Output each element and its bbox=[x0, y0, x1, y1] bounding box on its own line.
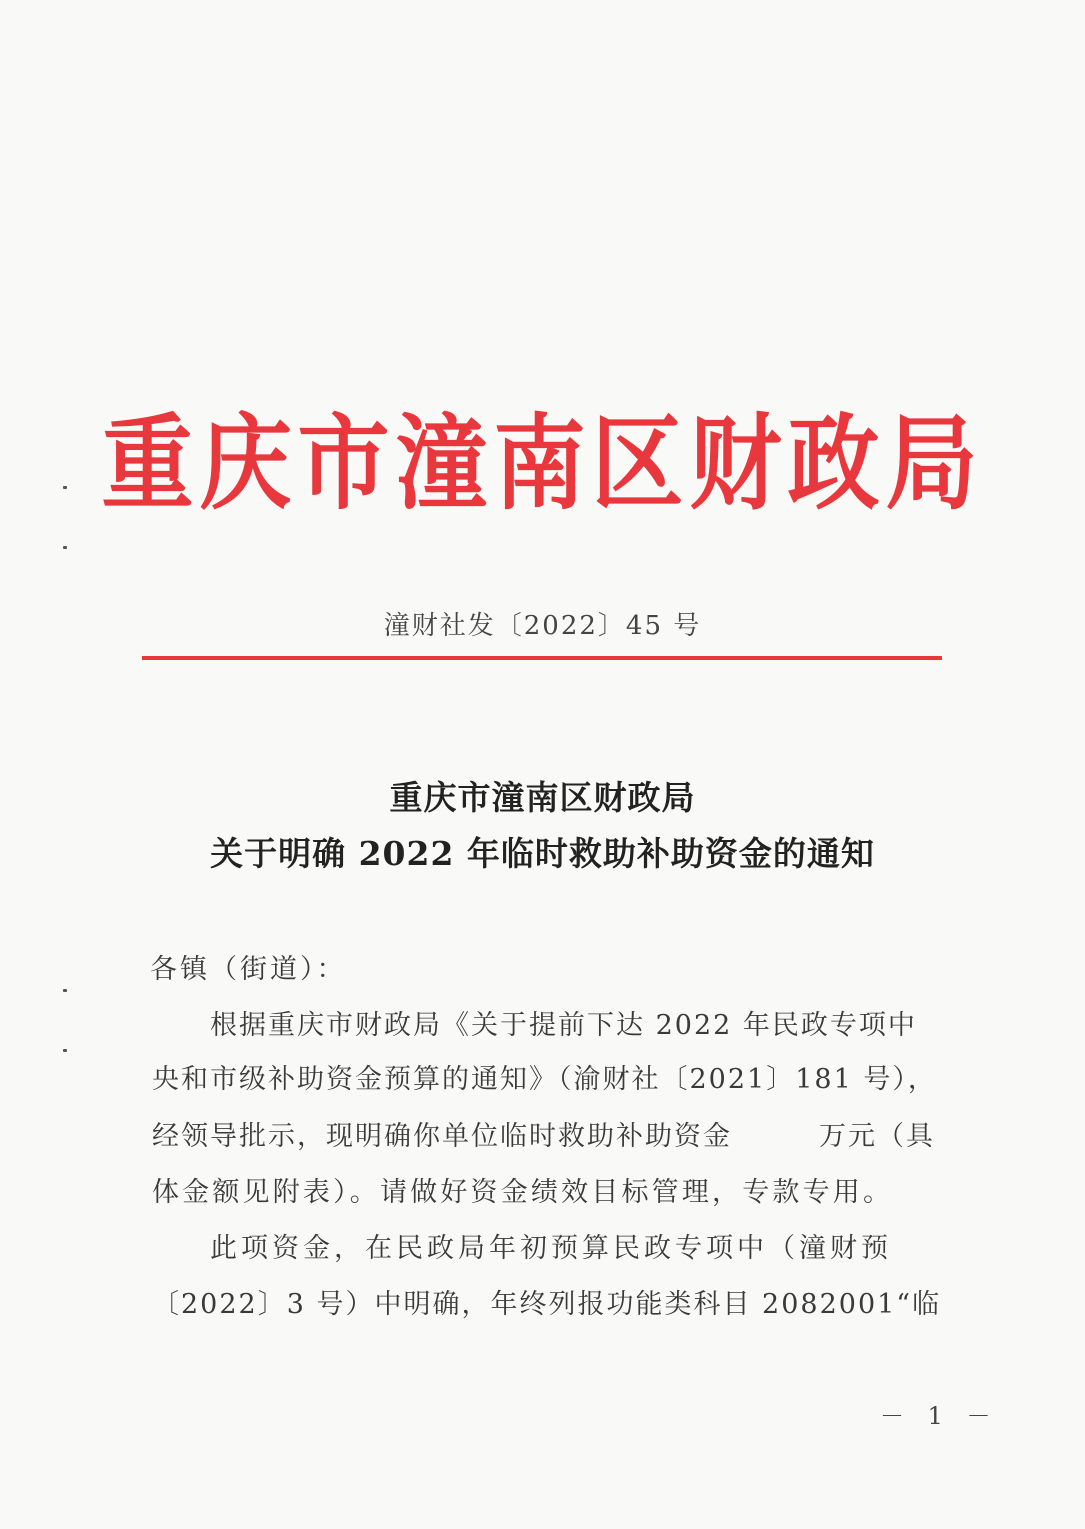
body-line: 根据重庆市财政局《关于提前下达 2022 年民政专项中 bbox=[210, 1010, 917, 1041]
body-line: 此项资金，在民政局年初预算民政专项中（潼财预 bbox=[210, 1233, 890, 1264]
addressee: 各镇（街道）： bbox=[150, 954, 347, 985]
body-line: 体金额见附表）。请做好资金绩效目标管理，专款专用。 bbox=[152, 1177, 892, 1208]
binding-mark bbox=[63, 546, 67, 549]
letterhead: 重庆市潼南区财政局 bbox=[101, 402, 984, 524]
red-divider bbox=[142, 656, 942, 660]
page-number: － 1 － bbox=[880, 1402, 999, 1430]
document-title-line-1: 重庆市潼南区财政局 bbox=[389, 778, 696, 817]
body-line: 〔2022〕3 号）中明确，年终列报功能类科目 2082001“临 bbox=[152, 1289, 942, 1320]
binding-mark bbox=[63, 989, 67, 992]
binding-mark bbox=[63, 1049, 67, 1052]
document-number: 潼财社发〔2022〕45 号 bbox=[383, 611, 702, 641]
body-line: 经领导批示，现明确你单位临时救助补助资金 万元（具 bbox=[152, 1121, 935, 1152]
document-title-line-2: 关于明确 2022 年临时救助补助资金的通知 bbox=[210, 834, 875, 873]
body-line: 央和市级补助资金预算的通知》（渝财社〔2021〕181 号）， bbox=[152, 1064, 937, 1095]
